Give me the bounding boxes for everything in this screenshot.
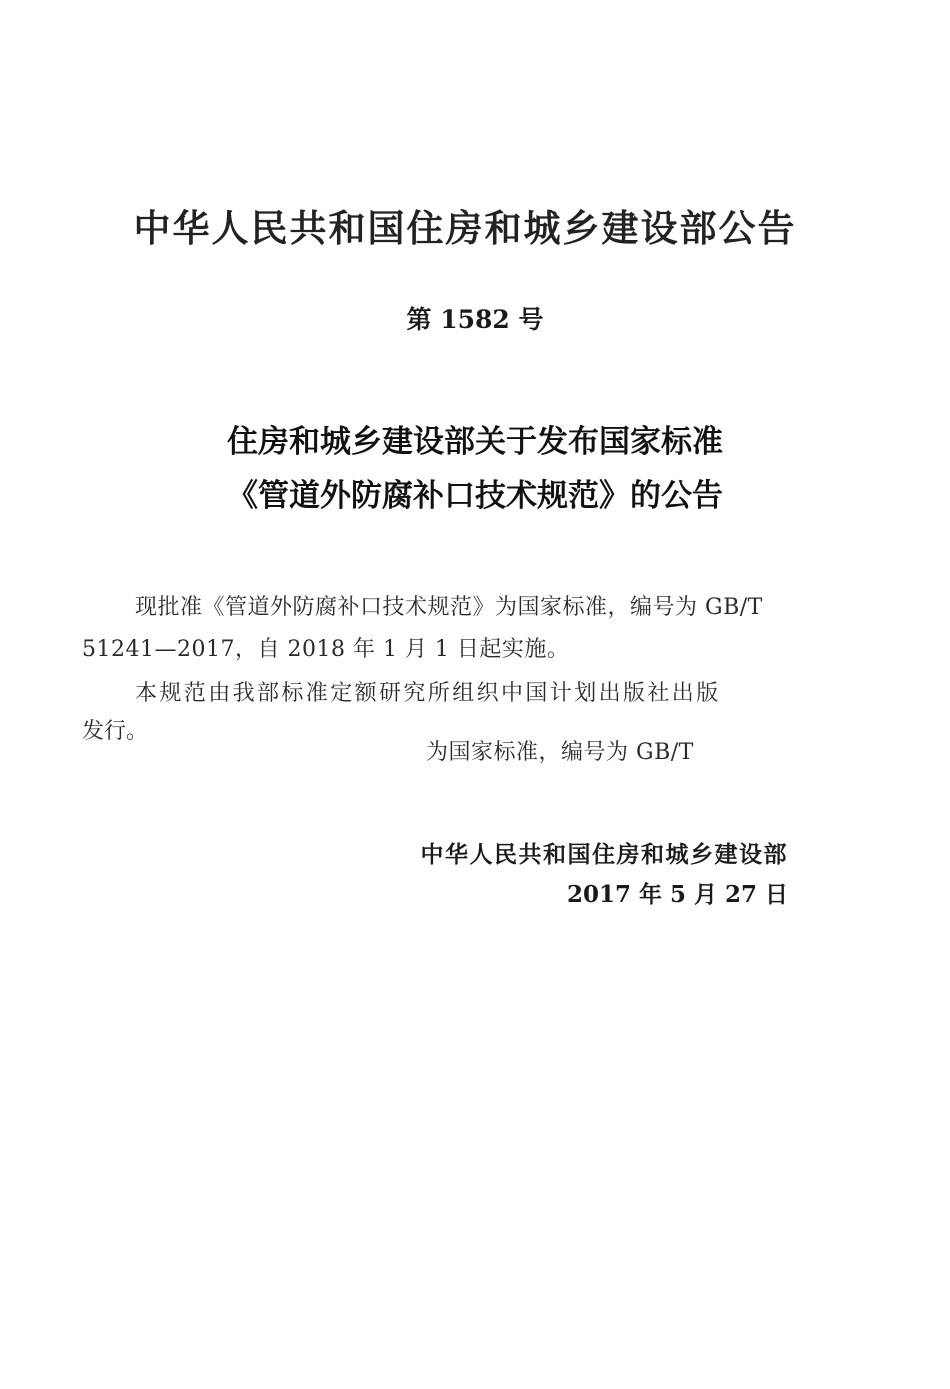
paragraph-2-line-2: 发行。 [82, 719, 149, 744]
ministry-announcement-title: 中华人民共和国住房和城乡建设部公告 [133, 207, 797, 250]
notice-title-line-2: 《管道外防腐补口技术规范》的公告 [227, 478, 723, 514]
announcement-number: 第 1582 号 [406, 305, 544, 334]
overprinted-text-line: 为国家标准，编号为 GB/T [426, 740, 694, 765]
notice-title-line-1: 住房和城乡建设部关于发布国家标准 [227, 424, 723, 460]
paragraph-2-line-1: 本规范由我部标准定额研究所组织中国计划出版社出版 [135, 681, 721, 706]
signature-date: 2017 年 5 月 27 日 [566, 881, 788, 908]
paragraph-1-line-1: 现批准《管道外防腐补口技术规范》为国家标准，编号为 GB/T [135, 595, 763, 620]
paragraph-1-line-2: 51241—2017，自 2018 年 1 月 1 日起实施。 [82, 637, 570, 662]
signatory-name: 中华人民共和国住房和城乡建设部 [420, 842, 788, 868]
